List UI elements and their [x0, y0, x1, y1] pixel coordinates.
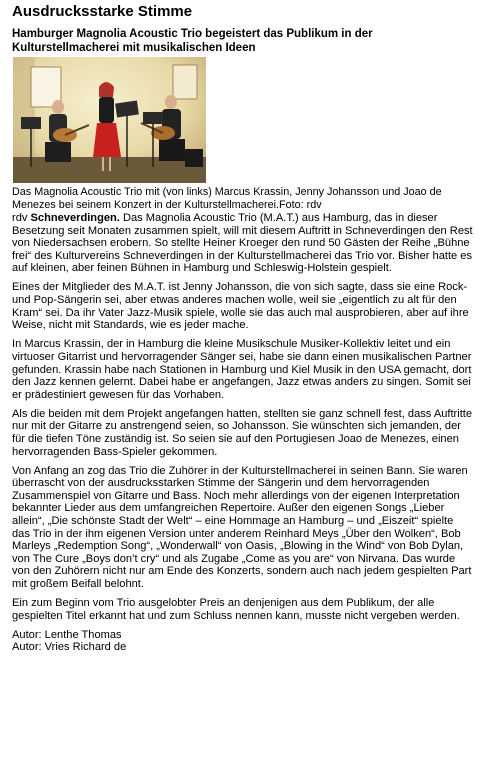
- paragraph-1: [12, 212, 474, 275]
- dateline-prefix: rdv: [12, 212, 31, 224]
- photo-caption: Das Magnolia Acoustic Trio mit (von links) Marcus Krassin, Jenny Johansson und Joao de Menezes bei seinem Konzert in der Kulturstellmacherei.Foto: rdv: [12, 186, 442, 211]
- paragraph-4: Als die beiden mit dem Projekt angefangen hatten, stellten sie ganz schnell fest, dass Auftritte nur mit der Gitarre zu anstrengend seien, so Johansson. Sie wünschten sich jemanden, der für die tiefen Töne zuständig ist. So seien sie auf den Portugiesen Joao de Menezes, einen hervorragenden Bass-Spieler gekommen.: [12, 407, 473, 458]
- subheadline: Hamburger Magnolia Acoustic Trio begeistert das Publikum in der Kulturstellmacherei mit musikalischen Ideen: [12, 28, 373, 54]
- headline: Ausdrucksstarke Stimme: [12, 3, 193, 20]
- paragraph-2: Eines der Mitglieder des M.A.T. ist Jenny Johansson, die von sich sagte, dass sie eine Rock- und Pop-Sängerin sei, aber etwas anderes machen wolle, weil sie „eigentlich zu alt für den Kram“ sei. Da ihr Vater Jazz-Musik spiele, wolle sie das auch mal ausprobieren, aber auf ihre Weise, nicht mit Standards, wie es jeder mache.: [12, 281, 469, 332]
- author-line-1: Autor: Lenthe Thomas: [12, 628, 122, 641]
- concert-photo: [13, 57, 206, 183]
- dateline-place: Schneverdingen.: [30, 212, 120, 224]
- author-line-2: Autor: Vries Richard de: [12, 641, 127, 654]
- paragraph-5: Von Anfang an zog das Trio die Zuhörer in der Kulturstellmacherei in seinen Bann. Sie waren überrascht von der ausdrucksstarken Stimme der Sängerin und dem hervorragenden Zusammenspiel von Gitarre und Bass. Noch mehr allerdings von der eigenen Interpretation bekannter Lieder aus dem umfangreichen Repertoire. Außer den eigenen Songs „Lieber allein“, „Die schönste Stadt der Welt“ – eine Hommage an Hamburg – und „Eiszeit“ spielte das Trio in der ihm eigenen Version unter anderem Reinhard Meys „Über den Wolken“, Bob Marleys „Redemption Song“, „Wonderwall“ von Oasis, „Blowing in the Wind“ von Bob Dylan, von The Cure „Boys don’t cry“ und als Zugabe „Come as you are“ von Nirvana. Das wurde von den Zuhörern nicht nur am Ende des Konzerts, sondern auch nach jedem gespielten Part mit großem Beifall belohnt.: [12, 464, 472, 591]
- paragraph-6: Ein zum Beginn vom Trio ausgelobter Preis an denjenigen aus dem Publikum, der alle gespielten Titel erkannt hat und zum Schluss nennen kann, musste nicht vergeben werden.: [12, 597, 460, 622]
- article-body: [12, 212, 474, 654]
- paragraph-3: In Marcus Krassin, der in Hamburg die kleine Musikschule Musiker-Kollektiv leitet und ein virtuoser Gitarrist und hervorragender Sänger sei, habe sie dann einen musikalischen Partner gefunden. Krassin habe nach Stationen in Hamburg und Kiel Musik in den USA gemacht, dort den Jazz kennen gelernt. Dabei habe er angefangen, Jazz etwas anders zu singen. Somit sei er prädestiniert gewesen für das Vorhaben.: [12, 338, 472, 401]
- paragraph-1-text: Das Magnolia Acoustic Trio (M.A.T.) aus Hamburg, das in dieser Besetzung seit Monaten zusammen spielt, will mit diesem Auftritt in Schneverdingen den Rest von Niedersachsen erobern. So stellte Heiner Kroeger den rund 50 Gästen der Reihe „Bühne frei“ des Kulturvereins Schneverdingen in der Kulturstellmacherei das Trio vor. Bisher hatte es auf kleinen, aber feinen Bühnen in Hamburg und Schleswig-Holstein gespielt.: [12, 212, 473, 275]
